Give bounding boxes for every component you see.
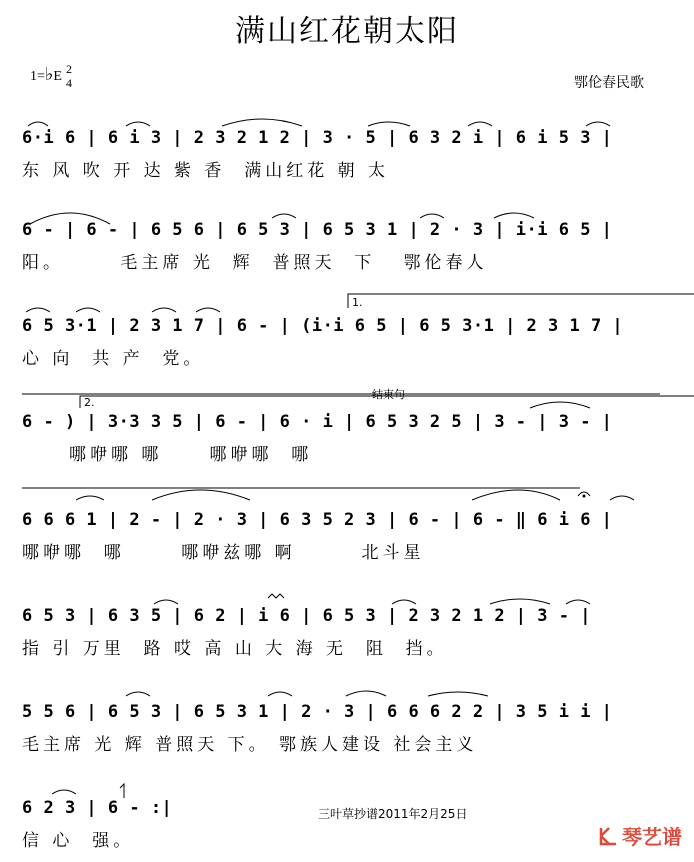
row-3-lyrics: 心 向 共 产 党。 (22, 349, 205, 369)
row-7-notes: 5 5 6 | 6 5 3 | 6 5 3 1 | 2 · 3 | 6 6 6 2 2 | 3 5 i i | (22, 702, 613, 722)
row-6-notes: 6 5 3 | 6 3 5 | 6 2 | i 6 | 6 5 3 | 2 3 2 1 2 | 3 - | (22, 606, 591, 626)
key-note: E (53, 69, 62, 84)
row-8-notes: 6 2 3 | 6 - :| (22, 798, 173, 818)
watermark-text: 琴艺谱 (622, 825, 682, 849)
row-2-notes: 6 - | 6 - | 6 5 6 | 6 5 3 | 6 5 3 1 | 2 · 3 | i·i 6 5 | (22, 220, 613, 240)
row-8-lyrics: 信 心 强。 (22, 831, 135, 851)
flat-sign: ♭ (44, 64, 54, 84)
row-1-notes: 6·i 6 | 6 i 3 | 2 3 2 1 2 | 3 · 5 | 6 3 2 i | 6 i 5 3 | (22, 128, 613, 148)
key-signature (30, 62, 72, 90)
row-3-notes: 6 5 3·1 | 2 3 1 7 | 6 - | (i·i 6 5 | 6 5 3·1 | 2 3 1 7 | (22, 316, 624, 336)
row-2-lyrics: 阳。 毛主席 光 辉 普照天 下 鄂伦春人 (22, 253, 488, 273)
time-bottom: 4 (66, 76, 72, 90)
watermark (598, 821, 682, 850)
row-6-lyrics: 指 引 万里 路 哎 高 山 大 海 无 阻 挡。 (22, 639, 448, 659)
ending-label: 结束句 (372, 388, 405, 401)
time-signature (66, 62, 72, 90)
row-4-notes: 6 - ) | 3·3 3 5 | 6 - | 6 · i | 6 5 3 2 5 | 3 - | 3 - | (22, 412, 613, 432)
volta-1-label: 1. (352, 296, 363, 309)
row-7-lyrics: 毛主席 光 辉 普照天 下。 鄂族人建设 社会主义 (22, 735, 478, 755)
row-5-notes: 6 6 6 1 | 2 - | 2 · 3 | 6 3 5 2 3 | 6 - | 6 - ‖ 6 i 6 | (22, 510, 613, 530)
song-origin: 鄂伦春民歌 (574, 75, 644, 91)
row-1-lyrics: 东 风 吹 开 达 紫 香 满山红花 朝 太 (22, 161, 390, 181)
song-title: 满山红花朝太阳 (235, 14, 459, 49)
logo-icon (598, 826, 618, 846)
row-5-lyrics: 哪咿哪 哪 哪咿兹哪 啊 北斗星 (22, 543, 425, 563)
row-4-lyrics: 哪咿哪 哪 哪咿哪 哪 (22, 445, 313, 465)
volta-2-label: 2. (84, 396, 95, 409)
time-top: 2 (66, 62, 72, 76)
key-prefix: 1= (30, 69, 45, 84)
transcriber-credit: 三叶草抄谱2011年2月25日 (318, 807, 468, 821)
